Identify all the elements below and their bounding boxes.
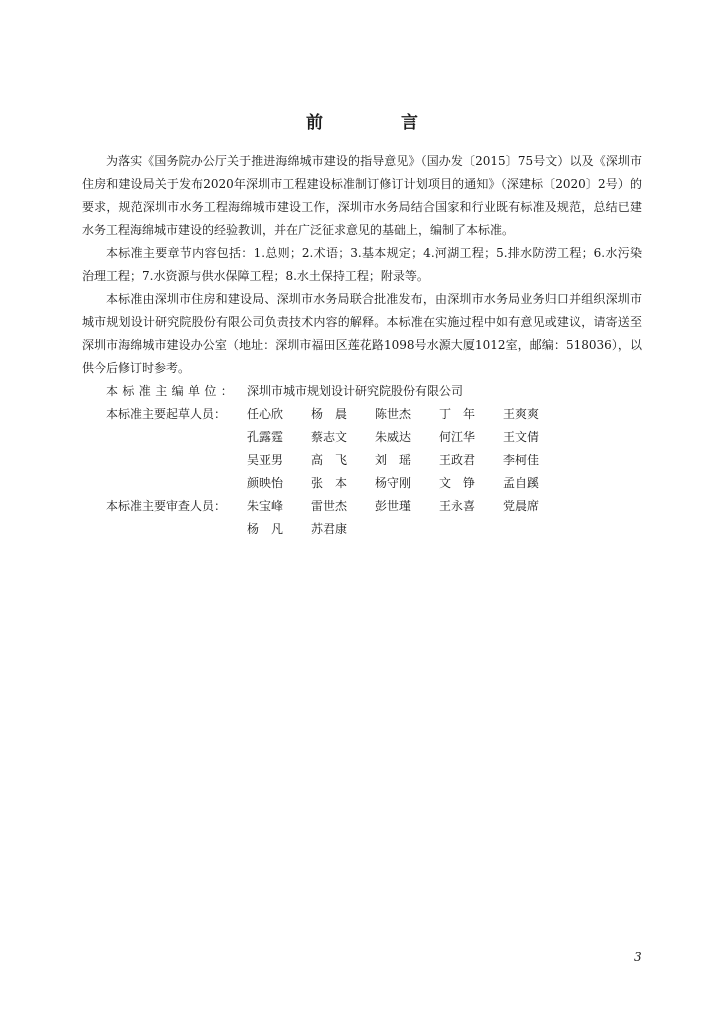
reviewers-row <box>82 495 642 518</box>
reviewer-name: 苏君康 <box>311 522 348 536</box>
chief-editor-row <box>82 380 642 403</box>
drafter-name: 王爽爽 <box>503 407 540 421</box>
drafter-name: 李柯佳 <box>503 453 540 467</box>
reviewer-name: 雷世杰 <box>311 499 348 513</box>
drafter-name: 蔡志文 <box>311 430 348 444</box>
drafter-name: 任心欣 <box>247 407 284 421</box>
drafter-name: 文 铮 <box>439 476 476 490</box>
preface-body <box>82 150 642 541</box>
drafter-name: 颜映怡 <box>247 476 284 490</box>
drafters-row <box>82 403 642 426</box>
reviewer-name: 杨 凡 <box>247 522 284 536</box>
chief-editor-label: 本标准主编单位： <box>106 384 238 398</box>
reviewers-row <box>82 518 642 541</box>
drafter-name: 高 飞 <box>311 453 348 467</box>
drafter-name: 张 本 <box>311 476 348 490</box>
reviewer-name: 朱宝峰 <box>247 499 284 513</box>
drafters-label: 本标准主要起草人员： <box>106 407 227 421</box>
chief-editor-org: 深圳市城市规划设计研究院股份有限公司 <box>247 384 464 398</box>
reviewer-name: 党晨席 <box>503 499 540 513</box>
paragraph-approval: 本标准由深圳市住房和建设局、深圳市水务局联合批准发布，由深圳市水务局业务归口并组织深圳市城市规划设计研究院股份有限公司负责技术内容的解释。本标准在实施过程中如有意见或建议，请寄送至深圳市海绵城市建设办公室（地址：深圳市福田区莲花路1098号水源大厦1012室，邮编：518036），以供今后修订时参考。 <box>82 292 642 375</box>
drafter-name: 刘 瑶 <box>375 453 412 467</box>
drafter-name: 杨守刚 <box>375 476 412 490</box>
drafter-name: 王文倩 <box>503 430 540 444</box>
paragraph-purpose: 为落实《国务院办公厅关于推进海绵城市建设的指导意见》（国办发〔2015〕75号文）以及《深圳市住房和建设局关于发布2020年深圳市工程建设标准制订修订计划项目的通知》（深建标〔2020〕2号）的要求，规范深圳市水务工程海绵城市建设工作，深圳市水务局结合国家和行业既有标准及规范，总结已建水务工程海绵城市建设的经验教训，并在广泛征求意见的基础上，编制了本标准。 <box>82 154 642 237</box>
drafter-name: 陈世杰 <box>375 407 412 421</box>
drafters-row <box>82 426 642 449</box>
contributors-block <box>82 380 642 541</box>
reviewer-name: 王永喜 <box>439 499 476 513</box>
reviewers-label: 本标准主要审查人员： <box>106 499 227 513</box>
paragraph-chapters: 本标准主要章节内容包括：1.总则；2.术语；3.基本规定；4.河湖工程；5.排水防涝工程；6.水污染治理工程；7.水资源与供水保障工程；8.水土保持工程；附录等。 <box>82 246 642 283</box>
page-title: 前 言 <box>306 113 454 133</box>
drafter-name: 丁 年 <box>439 407 476 421</box>
drafter-name: 孟自蹊 <box>503 476 540 490</box>
drafters-row <box>82 449 642 472</box>
drafter-name: 吴亚男 <box>247 453 284 467</box>
reviewer-name: 彭世瑾 <box>375 499 412 513</box>
page-number: 3 <box>634 950 642 964</box>
drafter-name: 朱威达 <box>375 430 412 444</box>
drafter-name: 王政君 <box>439 453 476 467</box>
drafter-name: 孔露霆 <box>247 430 284 444</box>
drafter-name: 杨 晨 <box>311 407 348 421</box>
drafters-row <box>82 472 642 495</box>
drafter-name: 何江华 <box>439 430 476 444</box>
